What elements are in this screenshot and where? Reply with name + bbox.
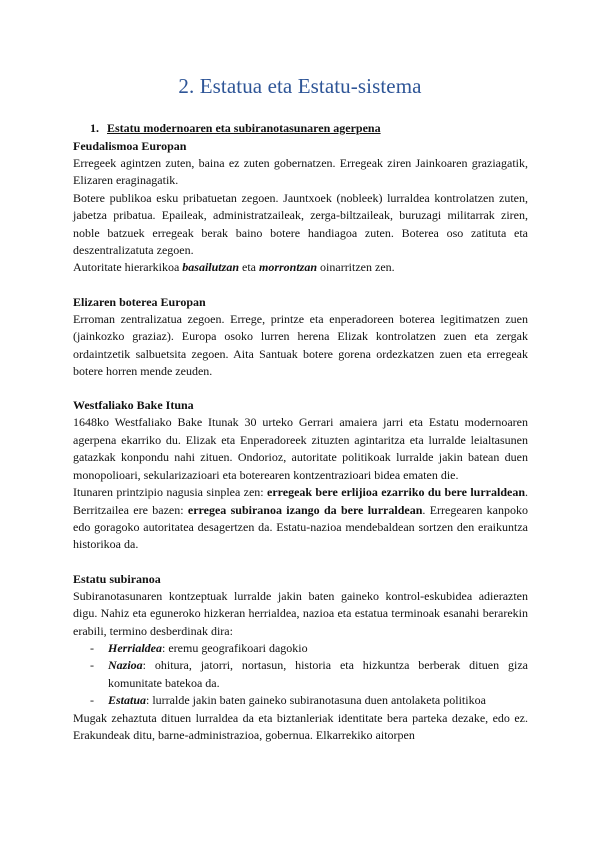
term-estatua: Estatua (108, 693, 147, 708)
text-segment: Autoritate hierarkikoa (73, 260, 183, 275)
text-segment: eta (239, 260, 259, 275)
spacer (73, 380, 528, 397)
definition-text: : lurralde jakin baten gaineko subiranotasuna duen antolaketa politikoa (146, 693, 486, 708)
spacer (73, 554, 528, 571)
spacer (73, 277, 528, 294)
document-body (73, 120, 528, 744)
emphasis-morrontzan: morrontzan (259, 260, 318, 275)
paragraph-feudalismoa-2: Botere publikoa esku pribatuetan zegoen. Jauntxoek (nobleek) lurraldea kontrolatzen zuten, jabetza pribatua. Epaileak, administratzaileak, zerga-biltzaileak, buruzagi militarrak ziren, noble batzuek erregeak berak baino botere handiagoa zuten. Boterea oso zatituta eta deszentralizatuta zegoen. (73, 190, 528, 258)
dash-bullet: - (90, 693, 94, 708)
definition-text: : ohitura, jatorri, nortasun, historia eta hizkuntza berberak dituen giza komunitate batekoa da. (108, 658, 528, 690)
subheading-elizaren-boterea: Elizaren boterea Europan (73, 294, 206, 309)
paragraph-feudalismoa-1: Erregeek agintzen zuten, baina ez zuten gobernatzen. Erregeak ziren Jainkoaren graziagatik, Elizaren eraginagatik. (73, 156, 528, 188)
section-heading-text: Estatu modernoaren eta subiranotasunaren agerpena (107, 121, 381, 135)
page-title: 2. Estatua eta Estatu-sistema (178, 74, 422, 98)
subheading-feudalismoa: Feudalismoa Europan (73, 139, 187, 153)
text-segment: Itunaren printzipio nagusia sinplea zen: (73, 485, 267, 500)
text-segment: oinarritzen zen. (317, 260, 395, 275)
emphasis-erlijioa: erregeak bere erlijioa ezarriko du bere lurraldean (267, 485, 525, 500)
term-herrialdea: Herrialdea (108, 640, 162, 655)
term-nazioa: Nazioa (108, 658, 143, 673)
text-segment: . Erregearen kanpoko edo goragoko autoritatea desagertzen da. Estatu-nazioa mendebaldean sortzen den eraikuntza historikoa da. (73, 502, 528, 552)
definition-list (73, 640, 528, 710)
section-number: 1. (90, 121, 99, 135)
paragraph-subiranoa-2: Mugak zehaztuta dituen lurraldea da eta biztanleriak identitate bera parteka dezake, edo ez. Erakundeak ditu, barne-administrazioa, gobernua. Elkarrekiko aitorpen (73, 710, 528, 742)
emphasis-subiranoa: erregea subiranoa izango da bere lurraldean (187, 502, 423, 517)
list-item (73, 640, 528, 657)
list-item (73, 692, 528, 709)
emphasis-basailutzan: basailutzan (182, 260, 239, 275)
dash-bullet: - (90, 640, 94, 655)
subheading-westfalia: Westfaliako Bake Ituna (73, 398, 194, 413)
paragraph-subiranoa-1: Subiranotasunaren kontzeptuak lurralde jakin baten gaineko kontrol-eskubidea adierazten digu. Nahiz eta eguneroko hizkeran herrialdea, nazioa eta estatua terminoak esanahi berarekin erabili, termino desberdinak dira: (73, 588, 528, 638)
paragraph-feudalismoa-3 (73, 259, 528, 276)
list-item (73, 657, 528, 692)
subheading-estatu-subiranoa: Estatu subiranoa (73, 571, 161, 586)
text-segment: . Berritzailea ere bazen: (73, 485, 528, 517)
paragraph-westfalia-2 (73, 484, 528, 554)
dash-bullet: - (90, 658, 94, 673)
section-heading (90, 120, 528, 137)
paragraph-westfalia-1: 1648ko Westfaliako Bake Itunak 30 urteko Gerrari amaiera jarri eta Estatu modernoaren agerpena ekarriko du. Elizak eta Enperadoreek zituzten agintaritza eta lurralde leialtasunen gatazkak konpondu nahi zituen. Ondorioz, autoritate politikoak lurralde jakin batean duen monopolioari, sekularizazioari eta boterearen kontzentrazioari bidea ematen die. (73, 415, 528, 482)
paragraph-elizaren-1: Erroman zentralizatua zegoen. Errege, printze eta enperadoreen boterea legitimatzen zuen (jainkozko graziaz). Europa osoko lurren herena Elizak kontrolatzen zuen eta zergak ordaintzetik salbuetsita zegoen. Aita Santuak botere gorena ordezkatzen zuen eta erregeak botere horren mende zeuden. (73, 311, 528, 379)
definition-text: : eremu geografikoari dagokio (162, 640, 308, 655)
